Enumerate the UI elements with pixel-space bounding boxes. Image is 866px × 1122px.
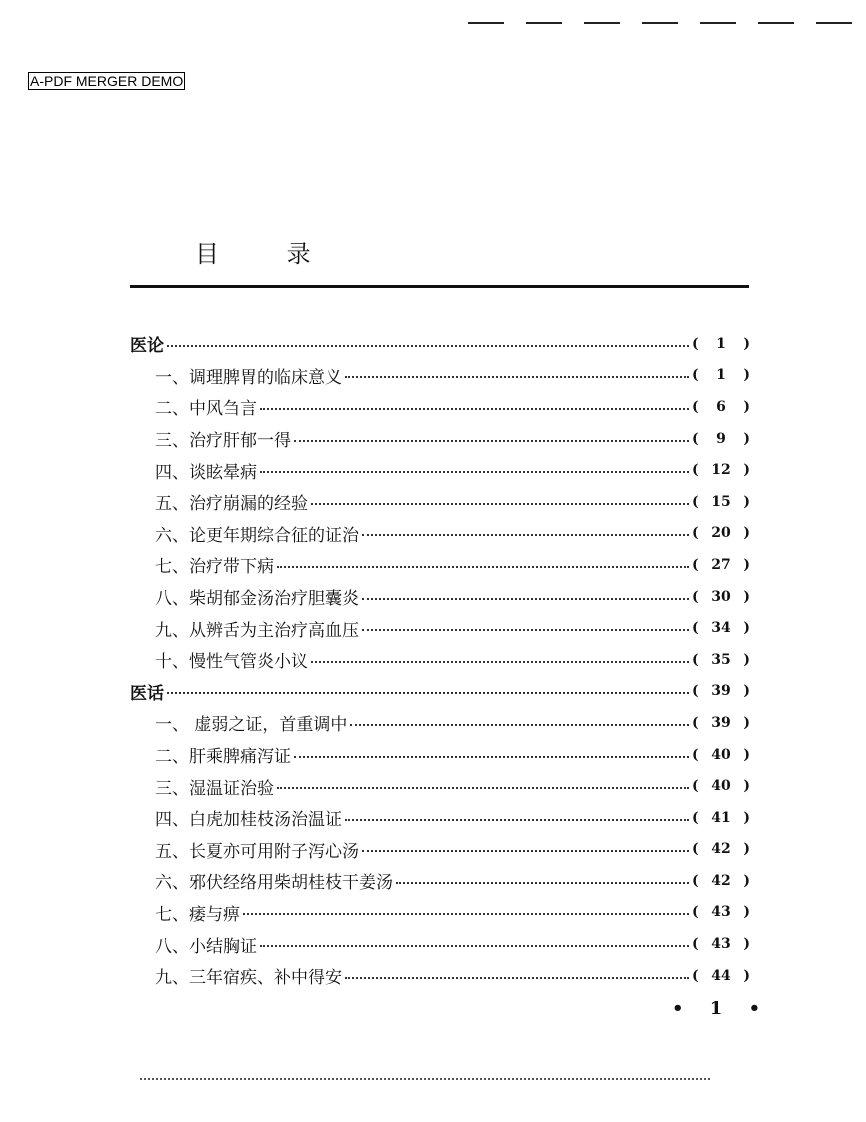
toc-item[interactable] <box>130 423 750 455</box>
scan-artifact-line <box>140 1078 710 1080</box>
dot-leader <box>277 566 689 568</box>
toc-page: ( 35 ) <box>692 651 750 668</box>
toc-label: 五、长夏亦可用附子泻心汤 <box>155 841 359 862</box>
toc-item[interactable] <box>130 612 750 644</box>
dot-leader <box>362 598 689 600</box>
page-number: • 1 • <box>672 998 771 1019</box>
dot-leader <box>362 534 689 536</box>
toc-page-number: 39 <box>711 683 731 700</box>
dot-leader <box>167 692 689 694</box>
toc-label: 七、痿与痹 <box>155 904 240 925</box>
toc-page-number: 43 <box>711 904 731 921</box>
toc-item[interactable] <box>130 865 750 897</box>
toc-item[interactable] <box>130 644 750 676</box>
toc-page: ( 12 ) <box>692 462 750 479</box>
table-of-contents <box>130 328 750 991</box>
toc-label: 二、肝乘脾痛泻证 <box>155 747 291 768</box>
toc-label: 医话 <box>130 683 164 704</box>
toc-page-number: 12 <box>711 462 731 479</box>
toc-label: 十、慢性气管炎小议 <box>155 652 308 673</box>
toc-item[interactable] <box>130 581 750 613</box>
toc-section[interactable] <box>130 676 750 708</box>
toc-page: ( 1 ) <box>692 335 750 352</box>
toc-page: ( 30 ) <box>692 588 750 605</box>
toc-page: ( 39 ) <box>692 714 750 731</box>
toc-label: 四、谈眩晕病 <box>155 462 257 483</box>
toc-page-number: 1 <box>716 367 726 384</box>
toc-page: ( 6 ) <box>692 398 750 415</box>
toc-page-number: 27 <box>711 556 731 573</box>
dot-leader <box>362 850 689 852</box>
dot-leader <box>294 440 689 442</box>
toc-page-number: 41 <box>711 809 731 826</box>
toc-section[interactable] <box>130 328 750 360</box>
toc-label: 二、中风刍言 <box>155 399 257 420</box>
dot-leader <box>362 629 689 631</box>
dot-leader <box>167 345 689 347</box>
toc-page-number: 1 <box>716 335 726 352</box>
toc-label: 六、论更年期综合征的证治 <box>155 525 359 546</box>
toc-page: ( 43 ) <box>692 936 750 953</box>
toc-page-number: 44 <box>711 967 731 984</box>
toc-page-number: 40 <box>711 778 731 795</box>
toc-item[interactable] <box>130 549 750 581</box>
toc-item[interactable] <box>130 897 750 929</box>
toc-page-number: 15 <box>711 493 731 510</box>
dot-leader <box>260 945 689 947</box>
toc-page: ( 9 ) <box>692 430 750 447</box>
toc-page: ( 15 ) <box>692 493 750 510</box>
toc-page-number: 39 <box>711 714 731 731</box>
toc-page: ( 43 ) <box>692 904 750 921</box>
dot-leader <box>260 471 689 473</box>
toc-page-number: 43 <box>711 936 731 953</box>
toc-page: ( 42 ) <box>692 872 750 889</box>
toc-item[interactable] <box>130 802 750 834</box>
toc-page: ( 41 ) <box>692 809 750 826</box>
toc-page: ( 34 ) <box>692 620 750 637</box>
toc-label: 六、邪伏经络用柴胡桂枝干姜汤 <box>155 873 393 894</box>
scan-artifact-dashes <box>468 22 866 24</box>
toc-label: 九、三年宿疾、补中得安 <box>155 968 342 989</box>
toc-item[interactable] <box>130 739 750 771</box>
toc-label: 八、小结胸证 <box>155 936 257 957</box>
toc-item[interactable] <box>130 518 750 550</box>
toc-item[interactable] <box>130 486 750 518</box>
dot-leader <box>294 756 689 758</box>
dot-leader <box>396 882 689 884</box>
toc-item[interactable] <box>130 391 750 423</box>
dot-leader <box>345 376 689 378</box>
dot-leader <box>243 913 689 915</box>
toc-label: 一、 虚弱之证，首重调中 <box>155 715 348 736</box>
toc-page-number: 30 <box>711 588 731 605</box>
toc-label: 三、湿温证治验 <box>155 778 274 799</box>
toc-label: 八、柴胡郁金汤治疗胆囊炎 <box>155 589 359 610</box>
toc-item[interactable] <box>130 960 750 992</box>
toc-page: ( 44 ) <box>692 967 750 984</box>
toc-page-number: 34 <box>711 620 731 637</box>
toc-label: 医论 <box>130 336 164 357</box>
toc-item[interactable] <box>130 454 750 486</box>
toc-page: ( 20 ) <box>692 525 750 542</box>
toc-page-number: 9 <box>716 430 726 447</box>
toc-item[interactable] <box>130 770 750 802</box>
page-title: 目 录 <box>195 240 341 268</box>
toc-page-number: 40 <box>711 746 731 763</box>
toc-label: 七、治疗带下病 <box>155 557 274 578</box>
toc-label: 一、调理脾胃的临床意义 <box>155 367 342 388</box>
toc-label: 五、治疗崩漏的经验 <box>155 494 308 515</box>
dot-leader <box>350 724 689 726</box>
toc-page: ( 27 ) <box>692 556 750 573</box>
toc-page-number: 42 <box>711 872 731 889</box>
dot-leader <box>260 408 689 410</box>
toc-item[interactable] <box>130 360 750 392</box>
toc-page: ( 40 ) <box>692 778 750 795</box>
toc-page: ( 39 ) <box>692 683 750 700</box>
toc-label: 九、从辨舌为主治疗高血压 <box>155 620 359 641</box>
dot-leader <box>345 977 689 979</box>
toc-page-number: 6 <box>716 398 726 415</box>
dot-leader <box>277 787 689 789</box>
toc-item[interactable] <box>130 928 750 960</box>
toc-page-number: 42 <box>711 841 731 858</box>
title-divider <box>130 285 749 288</box>
dot-leader <box>345 819 689 821</box>
dot-leader <box>311 503 689 505</box>
toc-item[interactable] <box>130 707 750 739</box>
toc-page: ( 42 ) <box>692 841 750 858</box>
toc-label: 四、白虎加桂枝汤治温证 <box>155 810 342 831</box>
toc-page-number: 35 <box>711 651 731 668</box>
toc-label: 三、治疗肝郁一得 <box>155 431 291 452</box>
dot-leader <box>311 661 689 663</box>
watermark: A-PDF MERGER DEMO <box>30 73 184 89</box>
toc-page-number: 20 <box>711 525 731 542</box>
toc-page: ( 40 ) <box>692 746 750 763</box>
toc-page: ( 1 ) <box>692 367 750 384</box>
toc-item[interactable] <box>130 834 750 866</box>
